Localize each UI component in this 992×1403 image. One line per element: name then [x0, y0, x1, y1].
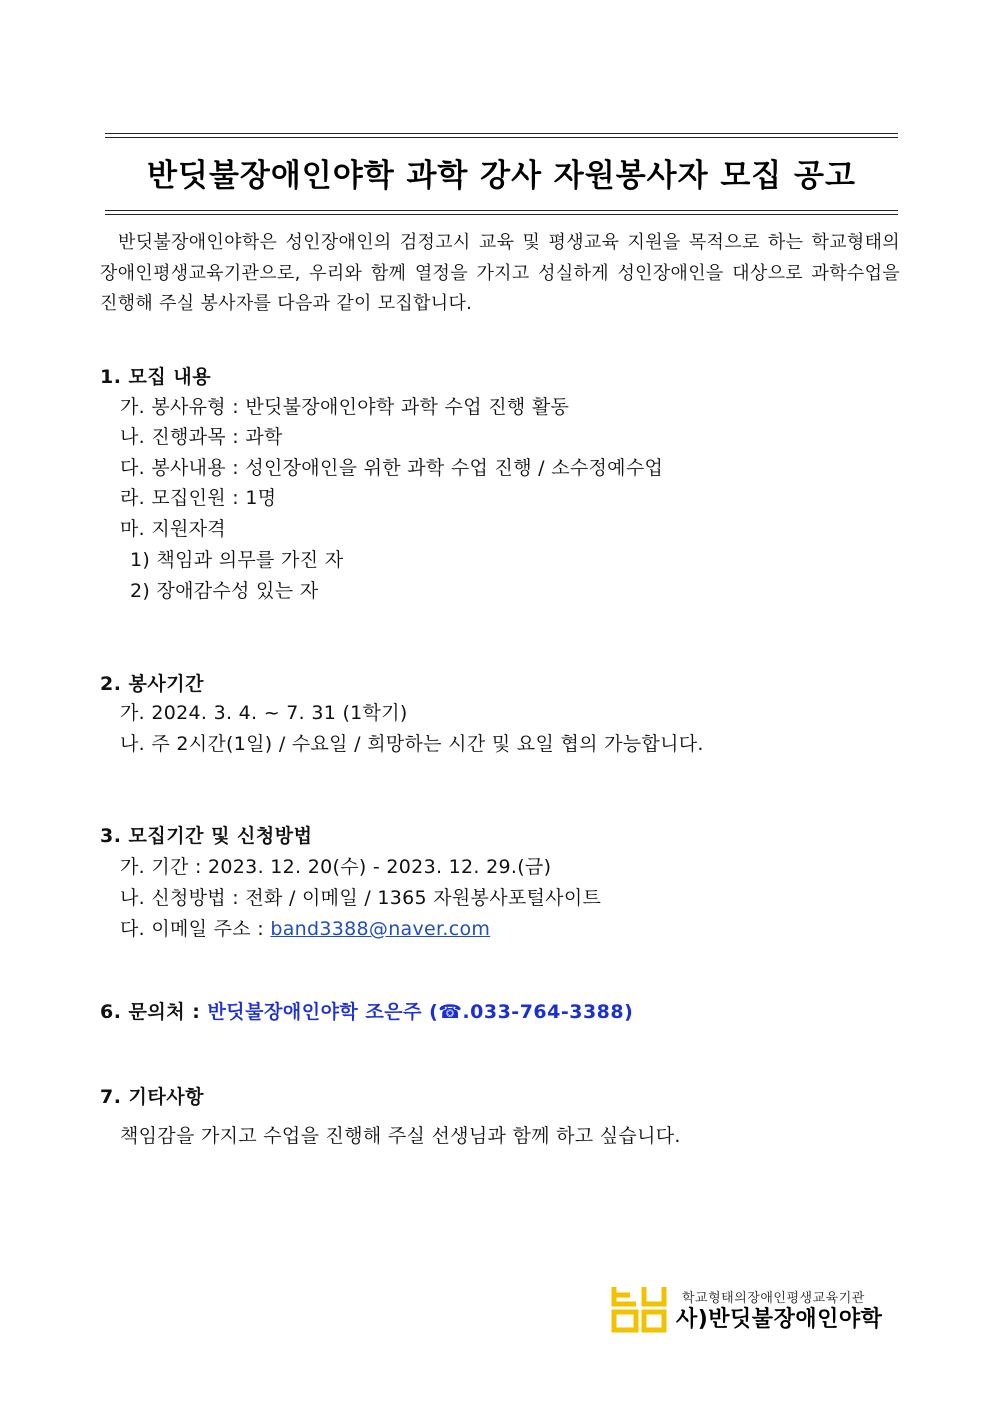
- email-label: 다. 이메일 주소 :: [120, 918, 271, 940]
- section-1-subitem: 2) 장애감수성 있는 자: [130, 580, 319, 602]
- section-3-title: 3. 모집기간 및 신청방법: [100, 825, 313, 847]
- title-top-rule-1: [105, 133, 898, 134]
- section-6-title: 6. 문의처 :: [100, 1001, 208, 1023]
- title-bottom-rule-1: [105, 210, 898, 211]
- logo-name: 사)반딧불장애인야학: [676, 1307, 883, 1332]
- page-title: 반딧불장애인야학 과학 강사 자원봉사자 모집 공고: [147, 158, 856, 194]
- logo-mark-icon: [610, 1284, 668, 1334]
- section-1-item: 다. 봉사내용 : 성인장애인을 위한 과학 수업 진행 / 소수정예수업: [120, 457, 664, 479]
- intro-text: 반딧불장애인야학은 성인장애인의 검정고시 교육 및 평생교육 지원을 목적으로 하는 학교형태의 장애인평생교육기관으로, 우리와 함께 열정을 가지고 성실하게 성인장애인을 대상으로 과학수업을 진행해 주실 봉사자를 다음과 같이 모집합니다.: [100, 232, 900, 314]
- section-7-title: 7. 기타사항: [100, 1086, 204, 1108]
- email-link[interactable]: band3388@naver.com: [270, 918, 491, 940]
- section-1-subitem: 1) 책임과 의무를 가진 자: [130, 549, 344, 571]
- section-3-item: 가. 기간 : 2023. 12. 20(수) - 2023. 12. 29.(금): [120, 856, 552, 878]
- section-1-item: 마. 지원자격: [120, 518, 226, 540]
- section-1-item: 나. 진행과목 : 과학: [120, 426, 283, 448]
- section-6-row: [100, 997, 633, 1024]
- section-3-email-row: [120, 914, 490, 941]
- section-1-item: 가. 봉사유형 : 반딧불장애인야학 과학 수업 진행 활동: [120, 396, 570, 418]
- section-1-item: 라. 모집인원 : 1명: [120, 487, 277, 509]
- title-top-rule-2: [105, 137, 898, 138]
- org-logo: [610, 1284, 895, 1334]
- title-bottom-rule-2: [105, 214, 898, 215]
- section-2-item: 가. 2024. 3. 4. ~ 7. 31 (1학기): [120, 702, 408, 724]
- section-2-item: 나. 주 2시간(1일) / 수요일 / 희망하는 시간 및 요일 협의 가능합니다.: [120, 733, 704, 755]
- section-3-item: 나. 신청방법 : 전화 / 이메일 / 1365 자원봉사포털사이트: [120, 887, 602, 909]
- section-1-title: 1. 모집 내용: [100, 366, 212, 388]
- intro-paragraph: [100, 228, 900, 320]
- section-2-title: 2. 봉사기간: [100, 673, 204, 695]
- contact-info: 반딧불장애인야학 조은주 (☎.033-764-3388): [207, 1001, 634, 1023]
- section-7-text: 책임감을 가지고 수업을 진행해 주실 선생님과 함께 하고 싶습니다.: [120, 1125, 681, 1147]
- logo-subtitle: 학교형태의장애인평생교육기관: [682, 1291, 865, 1306]
